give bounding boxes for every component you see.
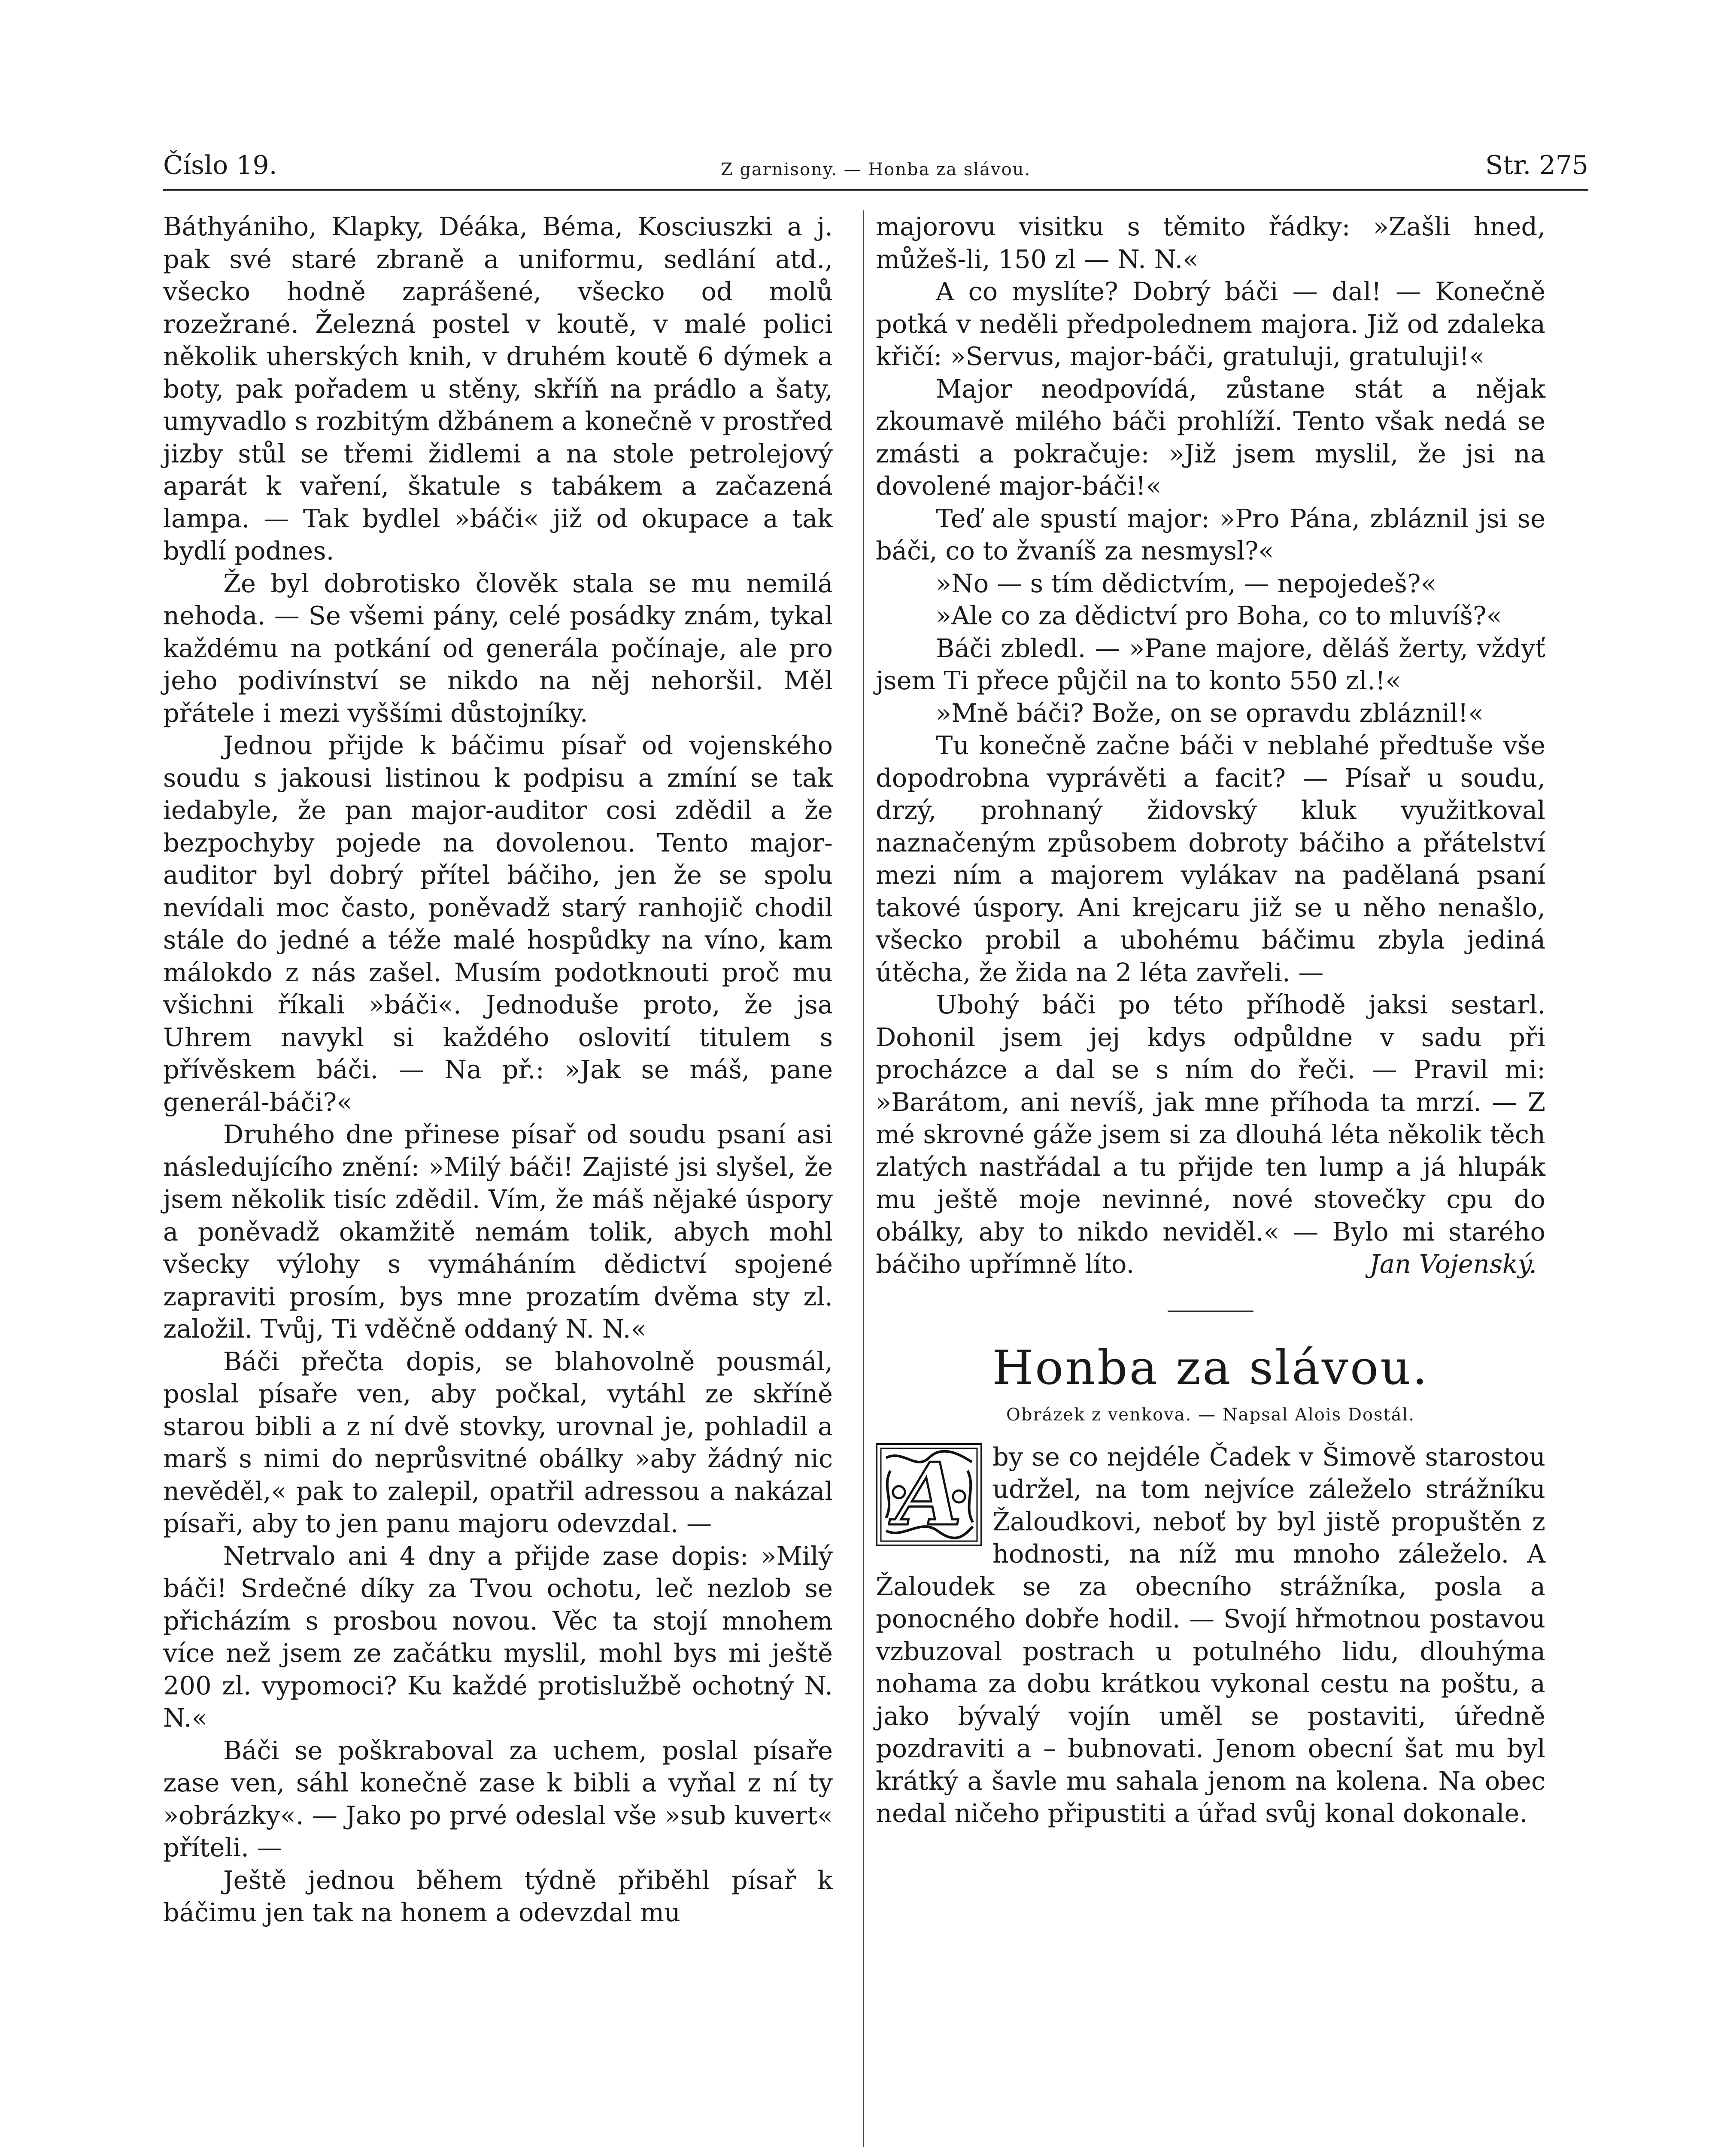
paragraph: Major neodpovídá, zůstane stát a nějak zkoumavě milého báči prohlíží. Tento však nedá se zmásti a pokračuje: »Již jsem myslil, že jsi na dovolené major-báči!« <box>876 374 1545 501</box>
paragraph: Ještě jednou během týdně přiběhl písař k báčimu jen tak na honem a odevzdal mu <box>163 1865 833 1927</box>
paragraph: Netrvalo ani 4 dny a přijde zase dopis: »Milý báči! Srdečné díky za Tvou ochotu, leč nezlob se přicházím s prosbou novou. Věc ta stojí mnohem více než jsem ze začátku myslil, mohl bys mi ještě 200 zl. vypomoci? Ku každé protislužbě ochotný N. N.« <box>163 1541 833 1733</box>
article-subtitle: Obrázek z venkova. — Napsal Alois Dostál. <box>1006 1405 1415 1425</box>
paragraph: Báči zbledl. — »Pane majore, děláš žerty, vždyť jsem Ti přece půjčil na to konto 550 zl.!« <box>876 633 1545 695</box>
first-paragraph <box>876 1441 1545 1830</box>
issue-number: Číslo 19. <box>163 150 277 180</box>
section-separator <box>1168 1311 1253 1312</box>
header-rule <box>163 189 1588 191</box>
paragraph: Báči se poškraboval za uchem, poslal písaře zase ven, sáhl konečně zase k bibli a vyňal z ní ty »obrázky«. — Jako po prvé odeslal vše »sub kuvert« příteli. — <box>163 1735 833 1862</box>
paragraph: A co myslíte? Dobrý báči — dal! — Konečně potká v neděli předpolednem majora. Již od zdaleka křičí: »Servus, major-báči, gratuluji, gratuluji!« <box>876 277 1545 371</box>
paragraph: »Ale co za dědictví pro Boha, co to mluvíš?« <box>936 601 1502 630</box>
page-content <box>163 125 1588 2147</box>
paragraph-text: by se co nejdéle Čadek v Šimově starostou udržel, na tom nejvíce záleželo strážníku Žaloudkovi, neboť by byl jistě propuštěn z hodnosti, na níž mu mnoho záleželo. A Žaloudek se za obecního strážníka, posla a ponocného dobře hodil. — Svojí hřmotnou postavou vzbuzoval postrach u potulného lidu, dlouhýma nohama za dobu krátkou vykonal cestu na poštu, a jako bývalý vojín uměl se postaviti, úředně pozdraviti a – bubnovati. Jenom obecní šat mu byl krátký a šavle mu sahala jenom na kolena. Na obec nedal ničeho připustiti a úřad svůj konal dokonale. <box>876 1441 1545 1828</box>
page-header <box>163 150 1588 185</box>
paragraph: »Mně báči? Bože, on se opravdu zbláznil!« <box>936 698 1484 728</box>
left-column <box>163 210 833 1929</box>
right-column <box>876 210 1545 1830</box>
paragraph-with-signature <box>876 988 1545 1280</box>
column-divider <box>863 210 864 2147</box>
paragraph: Druhého dne přinese písař od soudu psaní asi následujícího znění: »Milý báči! Zajisté jsi slyšel, že jsem několik tisíc zdědil. Vím, že máš nějaké úspory a poněvadž okamžitě nemám tolik, abych mohl všecky výlohy s vymáháním dědictví spojené zapraviti prosím, bys mne prozatím dvěma sty zl. založil. Tvůj, Ti vděčně oddaný N. N.« <box>163 1119 833 1344</box>
dropcap-letter: A <box>895 1444 962 1545</box>
article-title: Honba za slávou. <box>992 1340 1429 1395</box>
paragraph: Že byl dobrotisko člověk stala se mu nemilá nehoda. — Se všemi pány, celé posádky znám, tykal každému na potkání od generála počínaje, ale pro jeho podivínství se nikdo na něj nehoršil. Měl přátele i mezi vyššími důstojníky. <box>163 568 833 728</box>
paragraph: Teď ale spustí major: »Pro Pána, zbláznil jsi se báči, co to žvaníš za nesmysl?« <box>876 503 1545 566</box>
paragraph: Jednou přijde k báčimu písař od vojenského soudu s jakousi listinou k podpisu a zmíní se tak iedabyle, že pan major-auditor cosi zdědil a že bezpochyby pojede na dovolenou. Tento major-auditor byl dobrý přítel báčiho, jen že se spolu nevídali moc často, poněvadž starý ranhojič chodil stále do jedné a téže malé hospůdky na víno, kam málokdo z nás zašel. Musím podotknouti proč mu všichni říkali »báči«. Jednoduše proto, že jsa Uhrem navykl si každého oslovití titulem s přívěskem báči. — Na př.: »Jak se máš, pane generál-báči?« <box>163 730 833 1117</box>
paragraph: Báthyániho, Klapky, Déáka, Béma, Kosciuszki a j. pak své staré zbraně a uniformu, sedlání atd., všecko hodně zaprášené, všecko od molů rozežrané. Železná postel v koutě, v malé polici několik uherských knih, v druhém koutě 6 dýmek a boty, pak pořadem u stěny, skříň na prádlo a šaty, umyvadlo s rozbitým džbánem a konečně v prostřed jizby stůl se třemi židlemi a na stole petrolejový aparát k vaření, škatule s tabákem a začazená lampa. — Tak bydlel »báči« již od okupace a tak bydlí podnes. <box>163 212 833 566</box>
author-signature: Jan Vojenský. <box>1369 1249 1537 1279</box>
ornamental-initial <box>876 1443 982 1546</box>
running-title: Z garnisony. — Honba za slávou. <box>720 160 1031 179</box>
paragraph: Tu konečně začne báči v neblahé předtuše vše dopodrobna vyprávěti a facit? — Písař u soudu, drzý, prohnaný židovský kluk využitkoval naznačeným způsobem dobroty báčiho a přátelství mezi ním a majorem vylákav na padělaná psaní takové úspory. Ani krejcaru již se u něho nenašlo, všecko probil a ubohému báčimu zbyla jediná útěcha, že žida na 2 léta zavřeli. — <box>876 730 1545 987</box>
paragraph: »No — s tím dědictvím, — nepojedeš?« <box>936 568 1436 598</box>
paragraph: majorovu visitku s těmito řádky: »Zašli hned, můžeš-li, 150 zl — N. N.« <box>876 212 1545 274</box>
page-number: Str. 275 <box>1485 150 1588 180</box>
scanned-page <box>26 17 1700 2147</box>
paragraph: Báči přečta dopis, se blahovolně pousmál, poslal písaře ven, aby počkal, vytáhl ze skříně starou bibli a z ní dvě stovky, urovnal je, pohladil a marš s nimi do neprůsvitné obálky »aby žádný nic nevěděl,« pak to zalepil, opatřil adressou a nakázal písaři, aby to jen panu majoru odevzdal. — <box>163 1346 833 1538</box>
paragraph-text: Ubohý báči po této příhodě jaksi sestarl. Dohonil jsem jej kdys odpůldne v sadu při procházce a dal se s ním do řeči. — Pravil mi: »Barátom, ani nevíš, jak mne příhoda ta mrzí. — Z mé skrovné gáže jsem si za dlouhá léta několik těch zlatých nastřádal a tu přijde ten lump a já hlupák mu ještě moje nevinné, nové stovečky cpu do obálky, aby to nikdo neviděl.« — Bylo mi starého báčiho upřímně líto. <box>876 990 1545 1279</box>
